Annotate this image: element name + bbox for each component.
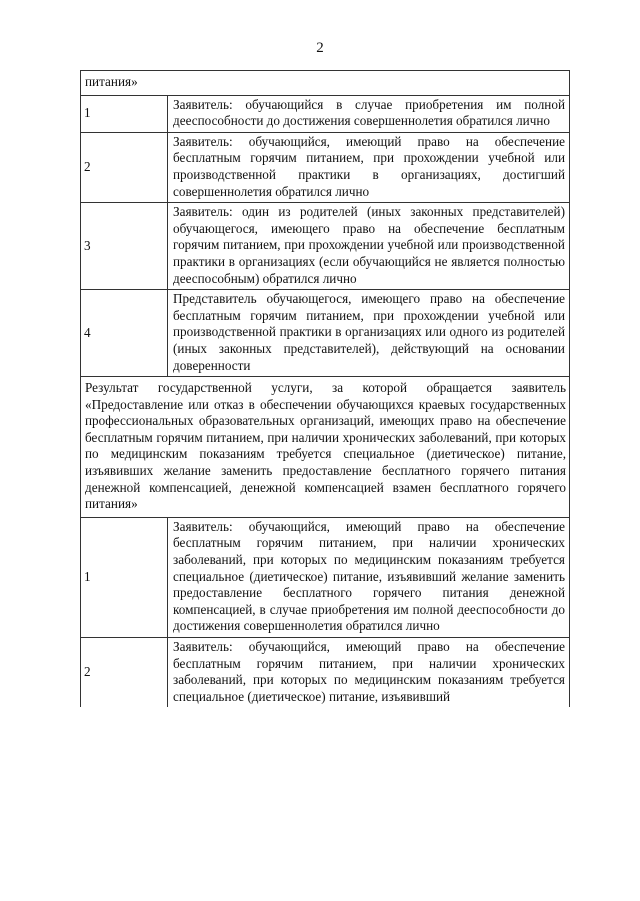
table-row (81, 203, 570, 290)
section-1-header-tail: питания» (81, 71, 570, 96)
row-number: 2 (81, 132, 168, 202)
table-row (81, 638, 570, 708)
table-row (81, 377, 570, 518)
row-description: Заявитель: один из родителей (иных законных представителей) обучающегося, имеющего право на обеспечение бесплатным горячим питанием, при прохождении учебной или производственной практики в организациях (если обучающийся не является полностью дееспособным) обратился лично (168, 203, 570, 290)
row-number: 1 (81, 517, 168, 637)
row-number: 4 (81, 290, 168, 377)
row-description: Представитель обучающегося, имеющего право на обеспечение бесплатным горячим питанием, при прохождении учебной или производственной практики в организациях или одного из родителей (иных законных представителей), действующий на основании доверенности (168, 290, 570, 377)
row-description: Заявитель: обучающийся, имеющий право на обеспечение бесплатным горячим питанием, при наличии хронических заболеваний, при которых по медицинским показаниям требуется специальное (диетическое) питание, изъявивший (168, 638, 570, 708)
table-row (81, 95, 570, 132)
row-number: 1 (81, 95, 168, 132)
page-number: 2 (316, 40, 324, 56)
table-row (81, 71, 570, 96)
row-description: Заявитель: обучающийся, имеющий право на обеспечение бесплатным горячим питанием, при прохождении учебной или производственной практики в организациях, достигший совершеннолетия обратился лично (168, 132, 570, 202)
table-row (81, 290, 570, 377)
section-2-header: Результат государственной услуги, за которой обращается заявитель «Предоставление или отказ в обеспечении обучающихся краевых государственных профессиональных образовательных организаций, имеющих право на обеспечение бесплатным горячим питанием, при наличии хронических заболеваний, при которых по медицинским показаниям требуется специальное (диетическое) питание, изъявивших желание заменить предоставление бесплатного горячего питания денежной компенсацией, денежной компенсацией взамен бесплатного горячего питания» (81, 377, 570, 518)
row-description: Заявитель: обучающийся, имеющий право на обеспечение бесплатным горячим питанием, при наличии хронических заболеваний, при которых по медицинским показаниям требуется специальное (диетическое) питание, изъявивший желание заменить предоставление бесплатного горячего питания денежной компенсацией, в случае приобретения им полной дееспособности до достижения совершеннолетия обратился лично (168, 517, 570, 637)
applicant-variants-table (80, 70, 570, 707)
row-number: 3 (81, 203, 168, 290)
row-description: Заявитель: обучающийся в случае приобретения им полной дееспособности до достижения совершеннолетия обратился лично (168, 95, 570, 132)
table-row (81, 517, 570, 637)
row-number: 2 (81, 638, 168, 708)
table-row (81, 132, 570, 202)
